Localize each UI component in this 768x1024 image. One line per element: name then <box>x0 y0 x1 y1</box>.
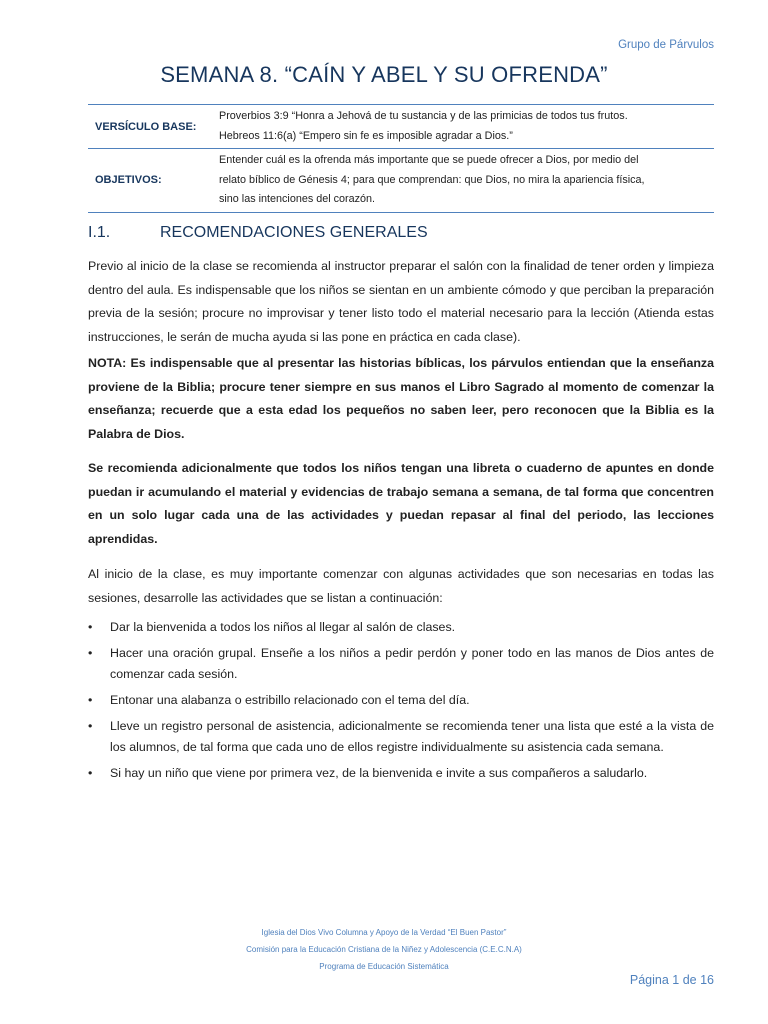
versiculo-content <box>213 105 714 149</box>
footer-church-line: Iglesia del Dios Vivo Columna y Apoyo de la Verdad “El Buen Pastor” <box>261 928 507 937</box>
section-title: RECOMENDACIONES GENERALES <box>160 224 428 241</box>
list-item-text: Hacer una oración grupal. Enseñe a los niños a pedir perdón y poner todo en las manos de Dios antes de comenzar cada sesión. <box>110 646 714 681</box>
list-item-text: Lleve un registro personal de asistencia, adicionalmente se recomienda tener una lista que esté a la vista de los alumnos, de tal forma que cada uno de ellos registre individualmente su asistencia cada semana. <box>110 719 714 754</box>
bullet-icon: • <box>88 646 93 660</box>
page-number: Página 1 de 16 <box>629 973 714 987</box>
versiculo-line: Hebreos 11:6(a) “Empero sin fe es imposible agradar a Dios.” <box>219 129 513 142</box>
list-item <box>88 763 714 784</box>
bullet-icon: • <box>88 620 93 634</box>
list-item <box>88 690 714 711</box>
libreta-paragraph: Se recomienda adicionalmente que todos los niños tengan una libreta o cuaderno de apuntes en donde puedan ir acumulando el material y evidencias de trabajo semana a semana, de tal forma que concentren en un solo lugar cada una de las actividades y puedan repasar al final del periodo, las lecciones aprendidas. <box>88 461 714 546</box>
footer-program-line: Programa de Educación Sistemática <box>319 962 449 971</box>
objetivos-label: OBJETIVOS: <box>88 149 213 213</box>
objetivos-line: Entender cuál es la ofrenda más importante que se puede ofrecer a Dios, por medio del <box>219 154 639 166</box>
header-group-label: Grupo de Párvulos <box>618 39 714 51</box>
nota-paragraph: NOTA: Es indispensable que al presentar las historias bíblicas, los párvulos entiendan que la enseñanza proviene de la Biblia; procure tener siempre en sus manos el Libro Sagrado al momento de comenzar la enseñanza; recuerde que a esta edad los pequeños no saben leer, pero reconocen que la Biblia es la Palabra de Dios. <box>88 356 714 441</box>
list-item <box>88 643 714 685</box>
inicio-paragraph: Al inicio de la clase, es muy importante comenzar con algunas actividades que son necesarias en todas las sesiones, desarrolle las actividades que se listan a continuación: <box>88 567 714 605</box>
versiculo-line: Proverbios 3:9 “Honra a Jehová de tu sustancia y de las primicias de todos tus frutos. <box>219 110 628 122</box>
objetivos-row <box>88 149 714 213</box>
objetivos-content <box>213 149 714 213</box>
bullet-icon: • <box>88 766 93 780</box>
versiculo-label: VERSÍCULO BASE: <box>88 105 213 149</box>
section-heading <box>88 224 714 242</box>
list-item <box>88 617 714 638</box>
section-number: I.1. <box>88 224 111 241</box>
activities-list <box>88 617 714 789</box>
list-item-text: Entonar una alabanza o estribillo relacionado con el tema del día. <box>110 693 470 707</box>
page-footer <box>0 924 768 975</box>
intro-paragraph: Previo al inicio de la clase se recomienda al instructor preparar el salón con la finalidad de tener orden y limpieza dentro del aula. Es indispensable que los niños se sientan en un ambiente cómodo y que perciban la preparación previa de la sesión; procure no improvisar y tener listo todo el material necesario para la lección (Atienda estas instrucciones, le serán de mucha ayuda si las pone en práctica en cada clase). <box>88 259 714 344</box>
objetivos-line: relato bíblico de Génesis 4; para que comprendan: que Dios, no mira la apariencia física, <box>219 173 645 186</box>
objetivos-line: sino las intenciones del corazón. <box>219 193 376 205</box>
bullet-icon: • <box>88 719 93 733</box>
document-title: SEMANA 8. “CAÍN Y ABEL Y SU OFRENDA” <box>160 62 608 87</box>
list-item-text: Si hay un niño que viene por primera vez, de la bienvenida e invite a sus compañeros a saludarlo. <box>110 766 648 780</box>
list-item <box>88 716 714 758</box>
info-table <box>88 104 714 213</box>
versiculo-row <box>88 105 714 149</box>
list-item-text: Dar la bienvenida a todos los niños al llegar al salón de clases. <box>110 620 456 634</box>
bullet-icon: • <box>88 693 93 707</box>
footer-commission-line: Comisión para la Educación Cristiana de la Niñez y Adolescencia (C.E.C.N.A) <box>246 945 522 954</box>
